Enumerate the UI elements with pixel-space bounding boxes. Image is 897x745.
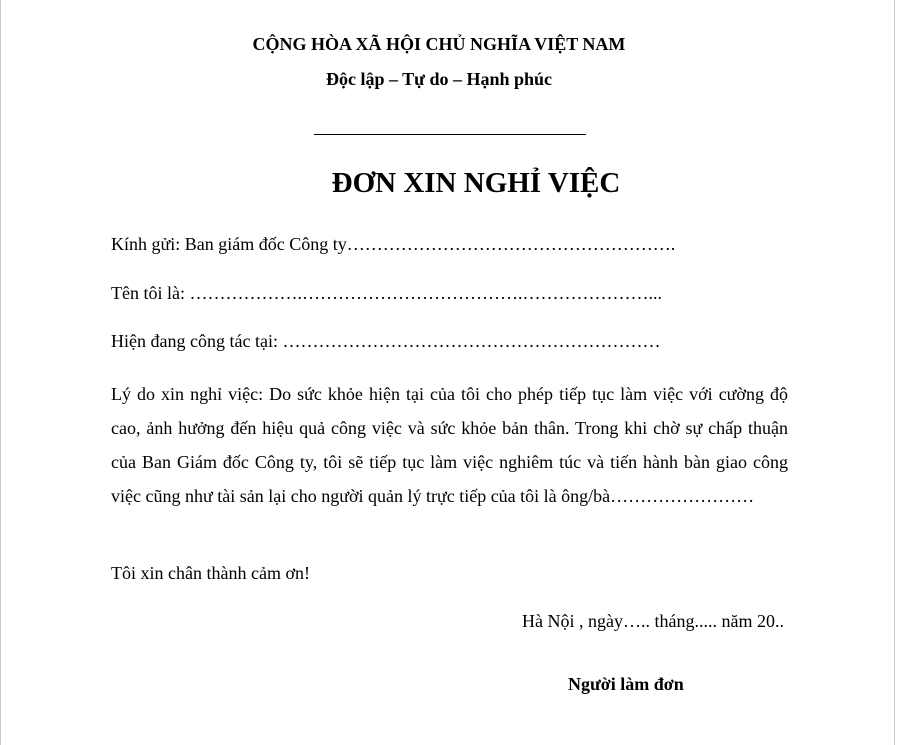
recipient-line: Kính gửi: Ban giám đốc Công ty………………………………………………. [111, 234, 676, 254]
workplace-line: Hiện đang công tác tại: ……………………………………………………… [111, 331, 661, 351]
national-motto: Độc lập – Tự do – Hạnh phúc [325, 69, 553, 89]
reason-paragraph: Lý do xin nghỉ việc: Do sức khỏe hiện tại của tôi cho phép tiếp tục làm việc với cường độ cao, ảnh hưởng đến hiệu quả công việc và sức khỏe bản thân. Trong khi chờ sự chấp thuận của Ban Giám đốc Công ty, tôi sẽ tiếp tục làm việc nghiêm túc và tiến hành bàn giao công việc cũng như tài sản lại cho người quản lý trực tiếp của tôi là ông/bà…………………… [111, 384, 788, 506]
signer-label: Người làm đơn [568, 674, 684, 694]
thanks-line: Tôi xin chân thành cảm ơn! [111, 563, 310, 583]
separator-line [314, 134, 586, 135]
national-title: CỘNG HÒA XÃ HỘI CHỦ NGHĨA VIỆT NAM [252, 34, 626, 54]
name-line: Tên tôi là: ……………….……………………………….…………………... [111, 283, 662, 303]
place-date-line: Hà Nội , ngày….. tháng..... năm 20.. [522, 611, 784, 631]
document-title: ĐƠN XIN NGHỈ VIỆC [331, 167, 621, 199]
